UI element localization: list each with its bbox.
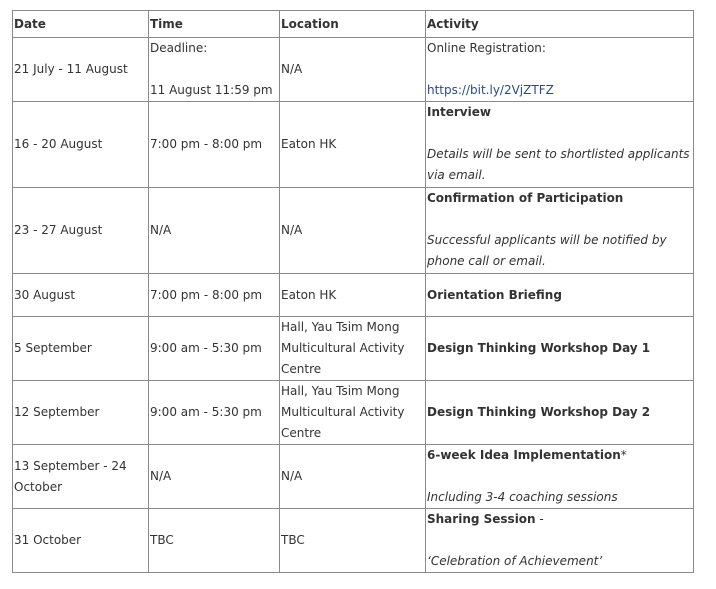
cell-time: 7:00 pm - 8:00 pm <box>149 274 280 317</box>
table-row <box>13 188 694 274</box>
cell-activity <box>426 381 694 445</box>
cell-date: 5 September <box>13 317 149 381</box>
cell-date: 31 October <box>13 509 149 573</box>
table-row <box>13 102 694 188</box>
header-row <box>13 11 694 38</box>
table-row <box>13 317 694 381</box>
header-time: Time <box>149 11 280 38</box>
cell-date: 12 September <box>13 381 149 445</box>
cell-date: 23 - 27 August <box>13 188 149 274</box>
cell-time: 7:00 pm - 8:00 pm <box>149 102 280 188</box>
cell-activity <box>426 317 694 381</box>
cell-time: 9:00 am - 5:30 pm <box>149 381 280 445</box>
activity-note: ‘Celebration of Achievement’ <box>427 554 603 568</box>
activity-title: Design Thinking Workshop Day 1 <box>427 341 651 355</box>
activity-suffix: - <box>535 512 544 526</box>
cell-time: 9:00 am - 5:30 pm <box>149 317 280 381</box>
table-row <box>13 38 694 102</box>
cell-date: 21 July - 11 August <box>13 38 149 102</box>
activity-note: Successful applicants will be notified by phone call or email. <box>427 233 667 268</box>
schedule-table <box>12 10 694 573</box>
cell-date: 30 August <box>13 274 149 317</box>
activity-note: Including 3-4 coaching sessions <box>427 490 618 504</box>
cell-activity <box>426 188 694 274</box>
header-location: Location <box>280 11 426 38</box>
registration-link[interactable]: https://bit.ly/2VjZTFZ <box>427 83 554 97</box>
cell-location: Eaton HK <box>280 102 426 188</box>
cell-location: N/A <box>280 445 426 509</box>
cell-date: 16 - 20 August <box>13 102 149 188</box>
cell-time: N/A <box>149 445 280 509</box>
cell-activity <box>426 38 694 102</box>
activity-title: Orientation Briefing <box>427 287 562 302</box>
cell-location: N/A <box>280 188 426 274</box>
cell-location: TBC <box>280 509 426 573</box>
cell-activity <box>426 102 694 188</box>
cell-location: N/A <box>280 38 426 102</box>
time-line: 11 August 11:59 pm <box>150 83 273 97</box>
cell-activity <box>426 509 694 573</box>
table-row <box>13 509 694 573</box>
cell-date: 13 September - 24 October <box>13 445 149 509</box>
cell-activity <box>426 445 694 509</box>
table-row <box>13 445 694 509</box>
activity-title: Confirmation of Participation <box>427 191 624 205</box>
header-date: Date <box>13 11 149 38</box>
activity-title: Design Thinking Workshop Day 2 <box>427 405 651 419</box>
cell-location: Eaton HK <box>280 274 426 317</box>
cell-location: Hall, Yau Tsim Mong Multicultural Activity Centre <box>280 381 426 445</box>
cell-time <box>149 38 280 102</box>
activity-title: Sharing Session <box>427 512 536 526</box>
table-row <box>13 274 694 317</box>
cell-time: N/A <box>149 188 280 274</box>
activity-title: Interview <box>427 105 491 119</box>
activity-note: Details will be sent to shortlisted applicants via email. <box>427 147 690 182</box>
cell-time: TBC <box>149 509 280 573</box>
activity-title: 6-week Idea Implementation <box>427 448 621 462</box>
activity-suffix: * <box>620 448 627 462</box>
table-row <box>13 381 694 445</box>
header-activity: Activity <box>426 11 694 38</box>
cell-activity <box>426 274 694 317</box>
time-line: Deadline: <box>150 41 208 55</box>
cell-location: Hall, Yau Tsim Mong Multicultural Activity Centre <box>280 317 426 381</box>
activity-title: Online Registration: <box>427 41 546 55</box>
